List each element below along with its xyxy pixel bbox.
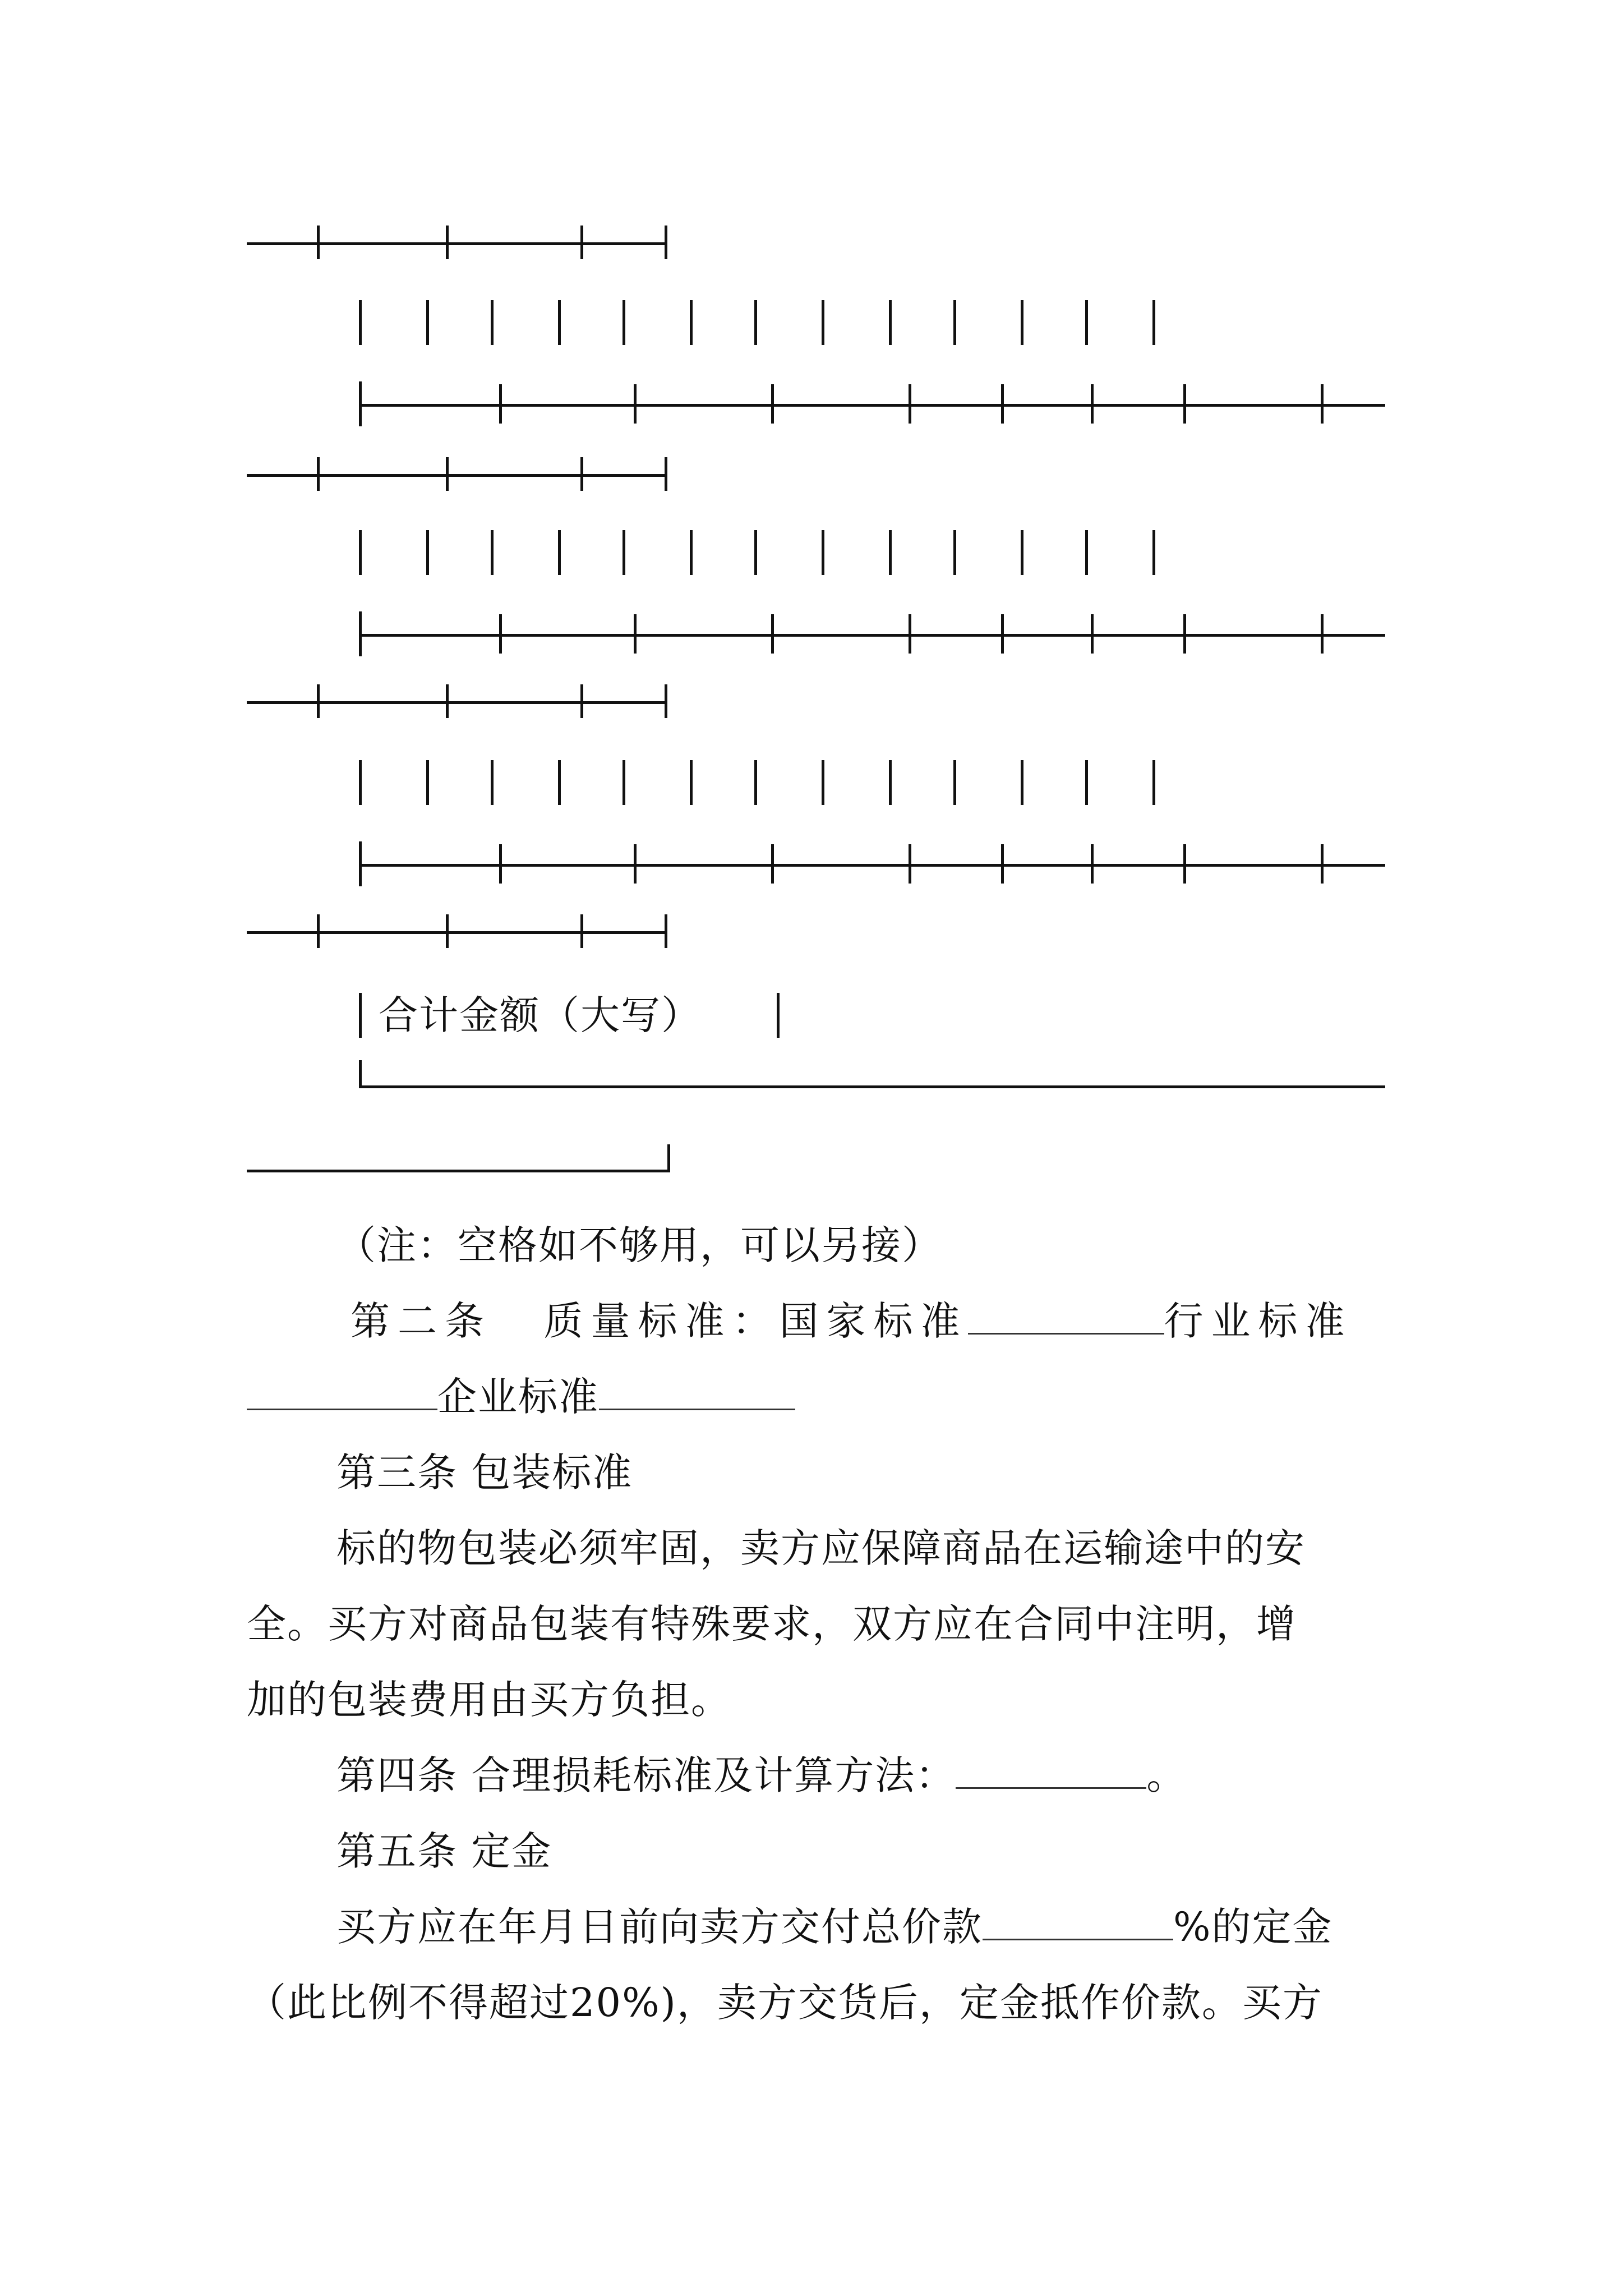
table-row-separator-wrap [247, 474, 665, 477]
note-text: （注：空格如不够用，可以另接） [336, 1222, 942, 1268]
table-cross-tick [1001, 844, 1004, 884]
table-cell-divider [491, 530, 494, 575]
article5-heading: 第五条 定金 [336, 1828, 552, 1874]
table-cell-divider [889, 760, 892, 805]
table-left-edge [359, 841, 362, 886]
table-cross-tick [1183, 844, 1186, 884]
industry-standard-blank[interactable] [247, 1377, 437, 1410]
table-cell-divider [1021, 760, 1023, 805]
table-cell-divider [623, 760, 625, 805]
table-cell-divider [558, 300, 561, 345]
table-right-edge [665, 914, 667, 948]
table-cross-tick [580, 914, 583, 948]
table-cell-divider [359, 530, 362, 575]
table-cross-tick [580, 684, 583, 718]
table-cross-tick [499, 614, 502, 654]
table-cross-tick [771, 384, 774, 424]
table-cross-tick [909, 844, 911, 884]
table-cell-divider [690, 530, 693, 575]
table-cross-tick [317, 226, 320, 259]
table-left-edge [359, 611, 362, 656]
table-row-separator-wrap [247, 242, 665, 245]
article4-text: 第四条 合理损耗标准及计算方法： [336, 1752, 956, 1798]
table-row-separator-wrap [247, 931, 665, 934]
table-cell-divider [953, 530, 956, 575]
table-right-edge [665, 226, 667, 259]
article3-line1: 标的物包装必须牢固，卖方应保障商品在运输途中的安 [336, 1525, 1306, 1571]
table-cross-tick [1183, 384, 1186, 424]
article5-line2: （此比例不得超过20%)，卖方交货后，定金抵作价款。买方 [247, 1980, 1323, 2026]
table-cell-divider [558, 760, 561, 805]
table-cross-tick [1321, 384, 1324, 424]
table-cell-divider [953, 300, 956, 345]
table-cell-divider [491, 300, 494, 345]
table-total-label: 合计金额（大写） [379, 992, 702, 1038]
article2-line1 [351, 1298, 1353, 1344]
table-cell-divider [359, 760, 362, 805]
table-cross-tick [634, 844, 637, 884]
table-bottom-left-corner [359, 1060, 362, 1088]
table-row-separator [362, 404, 1385, 407]
article3-line3: 加的包装费用由买方负担。 [247, 1677, 731, 1723]
table-cross-tick [1091, 614, 1094, 654]
article2-label: 质量标准：国家标准 [543, 1298, 968, 1344]
article4-end: 。 [1146, 1752, 1187, 1798]
table-cell-divider [1152, 530, 1155, 575]
article2-heading: 第二条 [351, 1298, 492, 1344]
table-right-edge [665, 684, 667, 718]
table-row-separator [362, 864, 1385, 867]
article2-line2 [247, 1374, 795, 1420]
table-cross-tick [446, 457, 449, 491]
table-cross-tick [499, 384, 502, 424]
table-row-separator-wrap [247, 701, 665, 704]
table-cross-tick [771, 844, 774, 884]
table-cell-divider [1085, 760, 1088, 805]
table-cross-tick [1183, 614, 1186, 654]
table-right-edge [665, 457, 667, 491]
table-cell-divider [754, 760, 757, 805]
table-cell-divider [491, 760, 494, 805]
table-total-divider [777, 993, 780, 1038]
table-cross-tick [771, 614, 774, 654]
table-cross-tick [446, 684, 449, 718]
table-cell-divider [754, 530, 757, 575]
table-bottom-border [359, 1085, 1385, 1088]
table-cell-divider [754, 300, 757, 345]
table-cell-divider [623, 300, 625, 345]
table-cell-divider [822, 300, 824, 345]
table-cell-divider [359, 300, 362, 345]
table-cross-tick [317, 914, 320, 948]
table-cell-divider [822, 530, 824, 575]
table-cross-tick [1321, 614, 1324, 654]
table-cell-divider [953, 760, 956, 805]
deposit-percent-blank[interactable] [983, 1907, 1173, 1940]
table-bottom-right-corner [667, 1144, 670, 1172]
table-cross-tick [1091, 844, 1094, 884]
article3-line2: 全。买方对商品包装有特殊要求，双方应在合同中注明，增 [247, 1601, 1297, 1647]
table-cell-divider [889, 530, 892, 575]
table-cell-divider [1085, 530, 1088, 575]
table-cell-divider [822, 760, 824, 805]
table-cell-divider [1021, 530, 1023, 575]
table-cell-divider [1085, 300, 1088, 345]
table-cell-divider [623, 530, 625, 575]
table-cross-tick [634, 384, 637, 424]
article5-line1-a: 买方应在年月日前向卖方交付总价款 [336, 1904, 983, 1950]
table-row-separator [362, 634, 1385, 637]
national-standard-blank[interactable] [968, 1301, 1164, 1335]
table-cross-tick [1001, 614, 1004, 654]
table-cell-divider [426, 530, 429, 575]
enterprise-standard-label: 企业标准 [437, 1374, 599, 1420]
table-cell-divider [889, 300, 892, 345]
table-left-edge [359, 381, 362, 426]
table-cell-divider [1021, 300, 1023, 345]
table-cell-divider [690, 300, 693, 345]
table-cross-tick [317, 684, 320, 718]
table-cross-tick [1321, 844, 1324, 884]
article3-heading: 第三条 包装标准 [336, 1450, 633, 1496]
table-cross-tick [1091, 384, 1094, 424]
table-cell-divider [426, 760, 429, 805]
table-cross-tick [909, 384, 911, 424]
article4-line [336, 1752, 1187, 1798]
table-cross-tick [499, 844, 502, 884]
table-cross-tick [446, 226, 449, 259]
table-cross-tick [1001, 384, 1004, 424]
enterprise-standard-blank[interactable] [599, 1377, 795, 1410]
industry-standard-label: 行业标准 [1164, 1298, 1353, 1344]
table-cross-tick [909, 614, 911, 654]
table-cell-divider [558, 530, 561, 575]
table-cell-divider [1152, 300, 1155, 345]
table-cross-tick [446, 914, 449, 948]
table-cell-divider [1152, 760, 1155, 805]
article5-line1 [336, 1904, 1333, 1950]
table-bottom-border-wrap [247, 1170, 670, 1172]
table-cross-tick [580, 457, 583, 491]
table-cross-tick [580, 226, 583, 259]
article5-line1-b: %的定金 [1173, 1904, 1333, 1950]
table-cross-tick [317, 457, 320, 491]
table-total-left-edge [359, 993, 362, 1038]
table-cell-divider [690, 760, 693, 805]
table-cell-divider [426, 300, 429, 345]
loss-standard-blank[interactable] [956, 1756, 1146, 1789]
table-cross-tick [634, 614, 637, 654]
